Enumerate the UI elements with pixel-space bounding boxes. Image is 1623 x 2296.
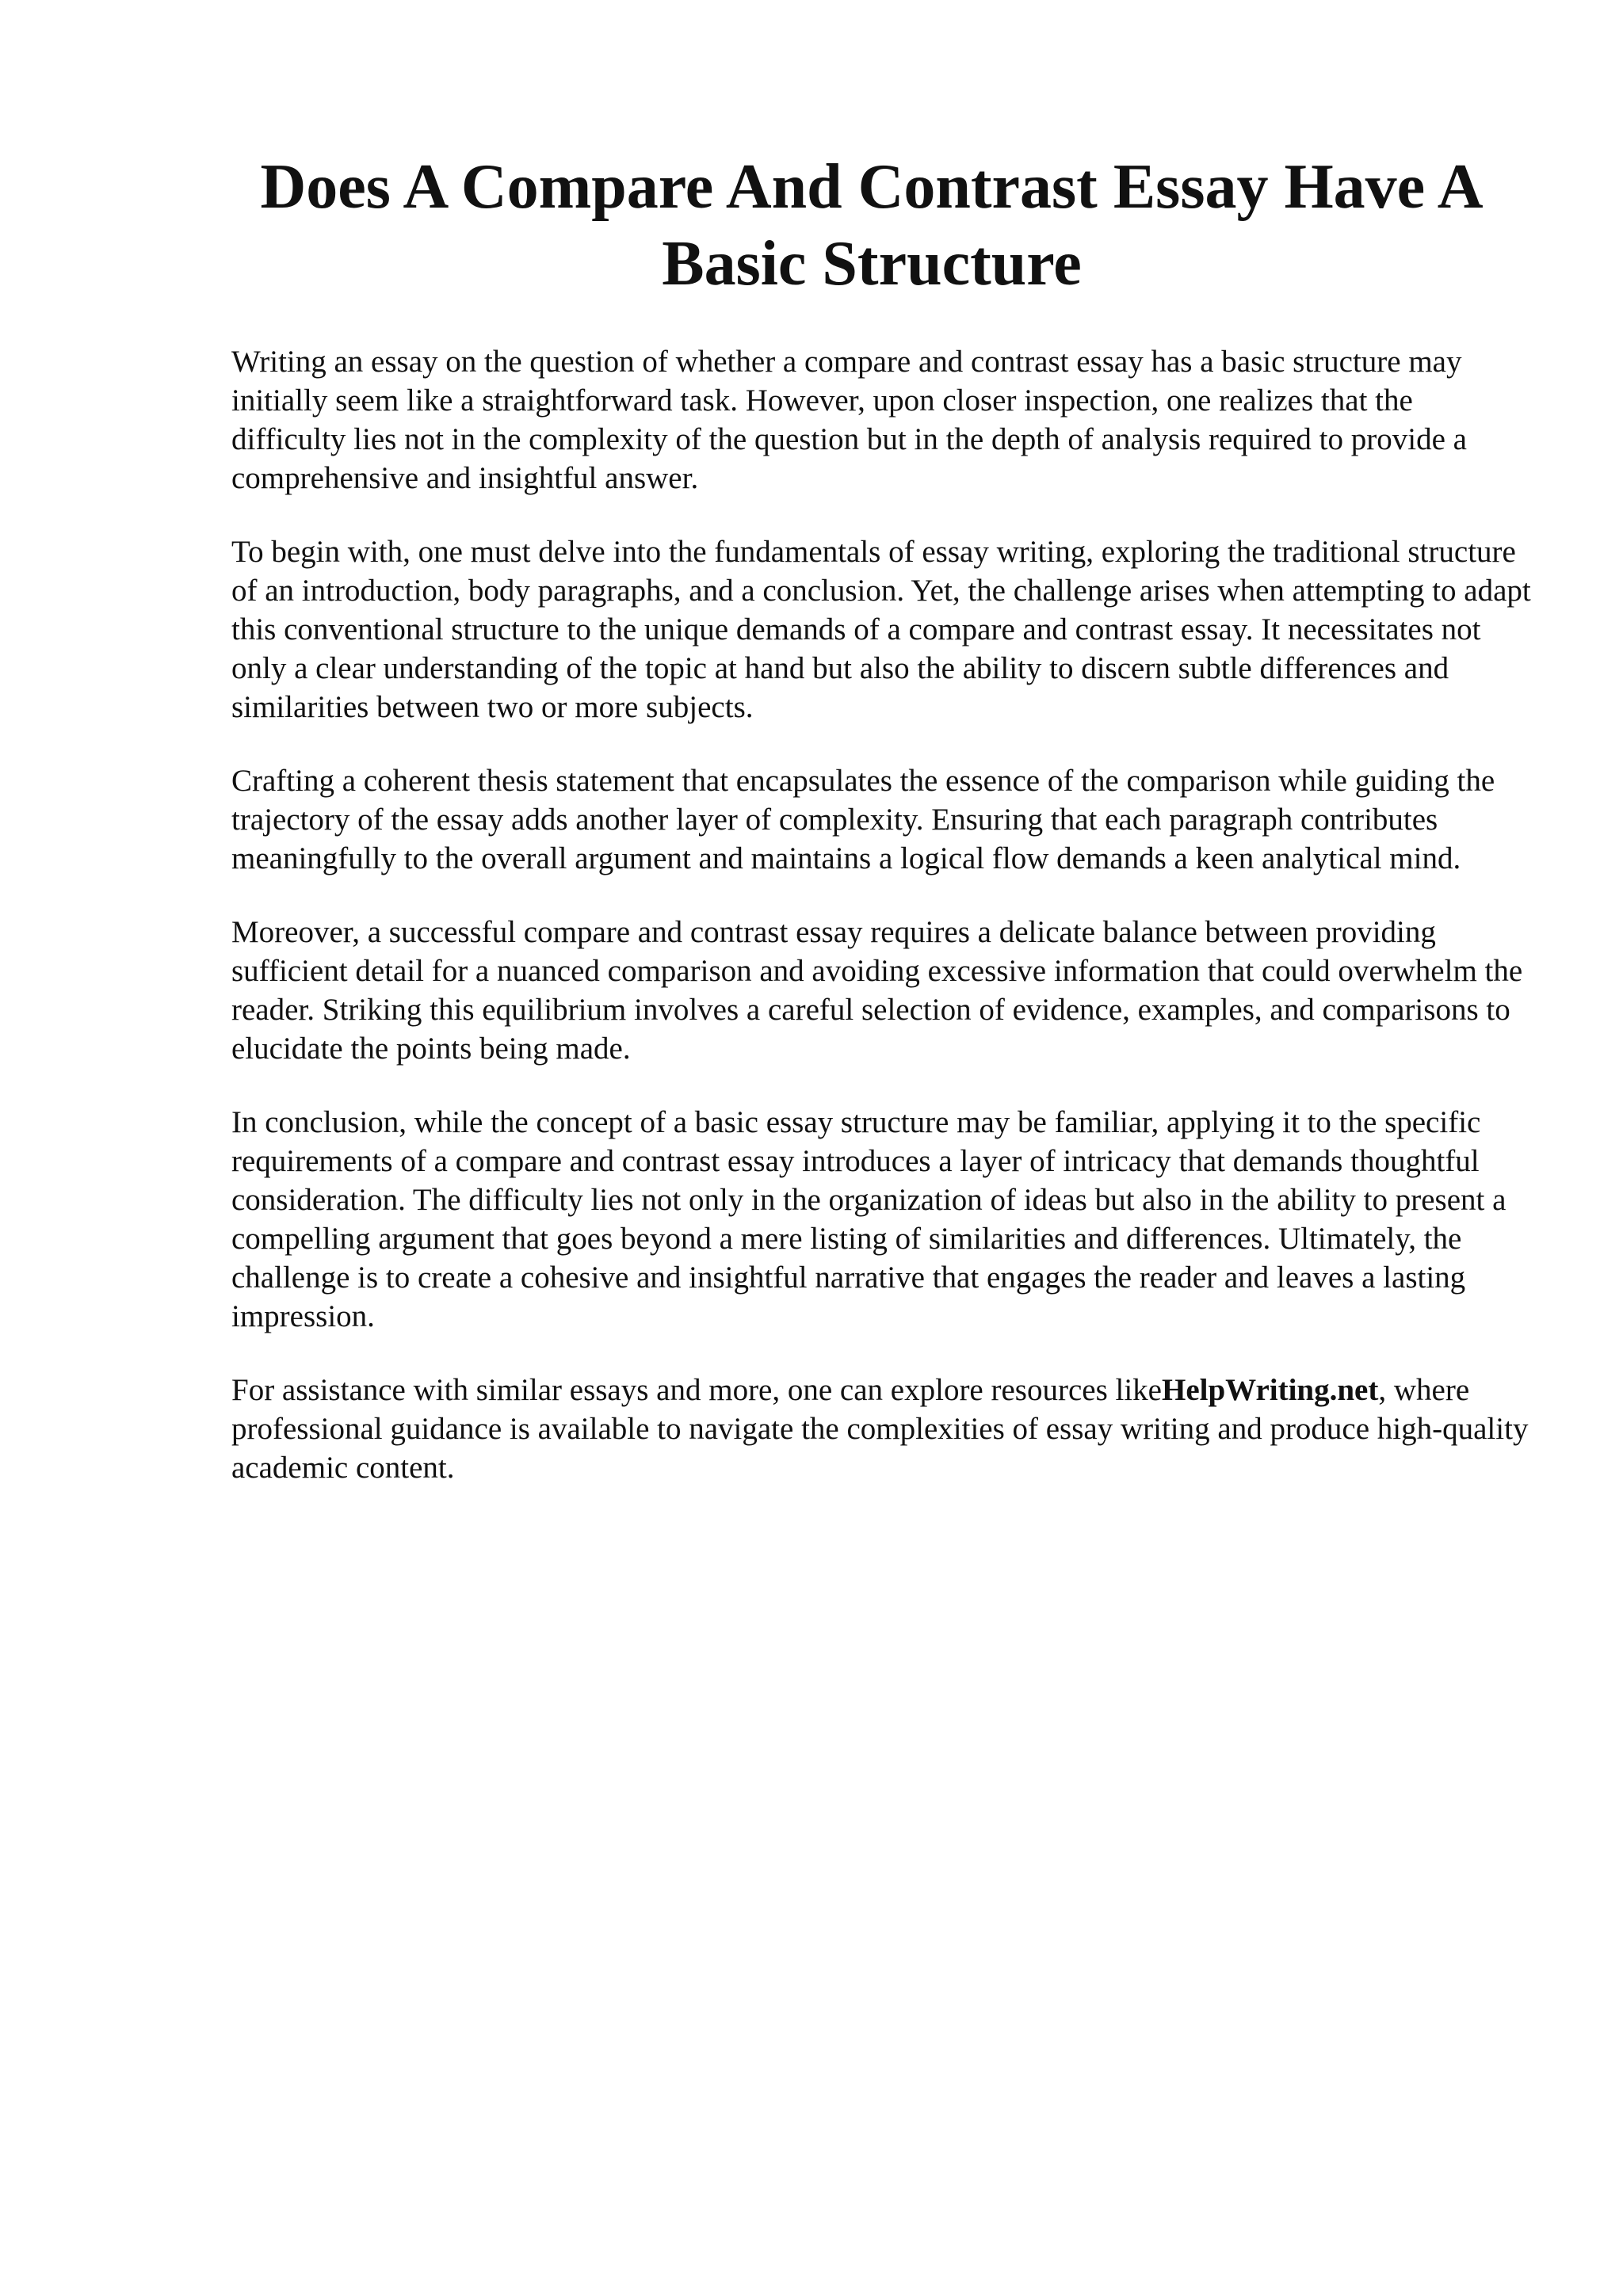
document-body	[231, 342, 1531, 1522]
paragraph-thesis: Crafting a coherent thesis statement that encapsulates the essence of the comparison while guiding the trajectory of the essay adds another layer of complexity. Ensuring that each paragraph contributes meaningfully to the overall argument and maintains a logical flow demands a keen analytical mind.	[231, 764, 1495, 875]
paragraph-closing	[231, 1371, 1531, 1487]
closing-text-before: For assistance with similar essays and more, one can explore resources like	[231, 1373, 1162, 1407]
paragraph-fundamentals: To begin with, one must delve into the fundamentals of essay writing, exploring the traditional structure of an introduction, body paragraphs, and a conclusion. Yet, the challenge arises when attempting to adapt this conventional structure to the unique demands of a compare and contrast essay. It necessitates not only a clear understanding of the topic at hand but also the ability to discern subtle differences and similarities between two or more subjects.	[231, 535, 1531, 724]
paragraph-intro: Writing an essay on the question of whether a compare and contrast essay has a basic structure may initially seem like a straightforward task. However, upon closer inspection, one realizes that the difficulty lies not in the complexity of the question but in the depth of analysis required to provide a comprehensive and insightful answer.	[231, 345, 1467, 495]
document-title: Does A Compare And Contrast Essay Have A Basic Structure	[260, 152, 1484, 299]
paragraph-balance: Moreover, a successful compare and contrast essay requires a delicate balance between providing sufficient detail for a nuanced comparison and avoiding excessive information that could overwhelm the reader. Striking this equilibrium involves a careful selection of evidence, examples, and comparisons to elucidate the points being made.	[231, 915, 1523, 1066]
closing-text-after: , where professional guidance is available to navigate the complexities of essay writing and produce high-quality academic content.	[231, 1373, 1529, 1485]
paragraph-conclusion: In conclusion, while the concept of a basic essay structure may be familiar, applying it to the specific requirements of a compare and contrast essay introduces a layer of intricacy that demands thoughtful consideration. The difficulty lies not only in the organization of ideas but also in the ability to present a compelling argument that goes beyond a mere listing of similarities and differences. Ultimately, the challenge is to create a cohesive and insightful narrative that engages the reader and leaves a lasting impression.	[231, 1105, 1507, 1333]
helpwriting-link[interactable]: HelpWriting.net	[1161, 1373, 1379, 1407]
